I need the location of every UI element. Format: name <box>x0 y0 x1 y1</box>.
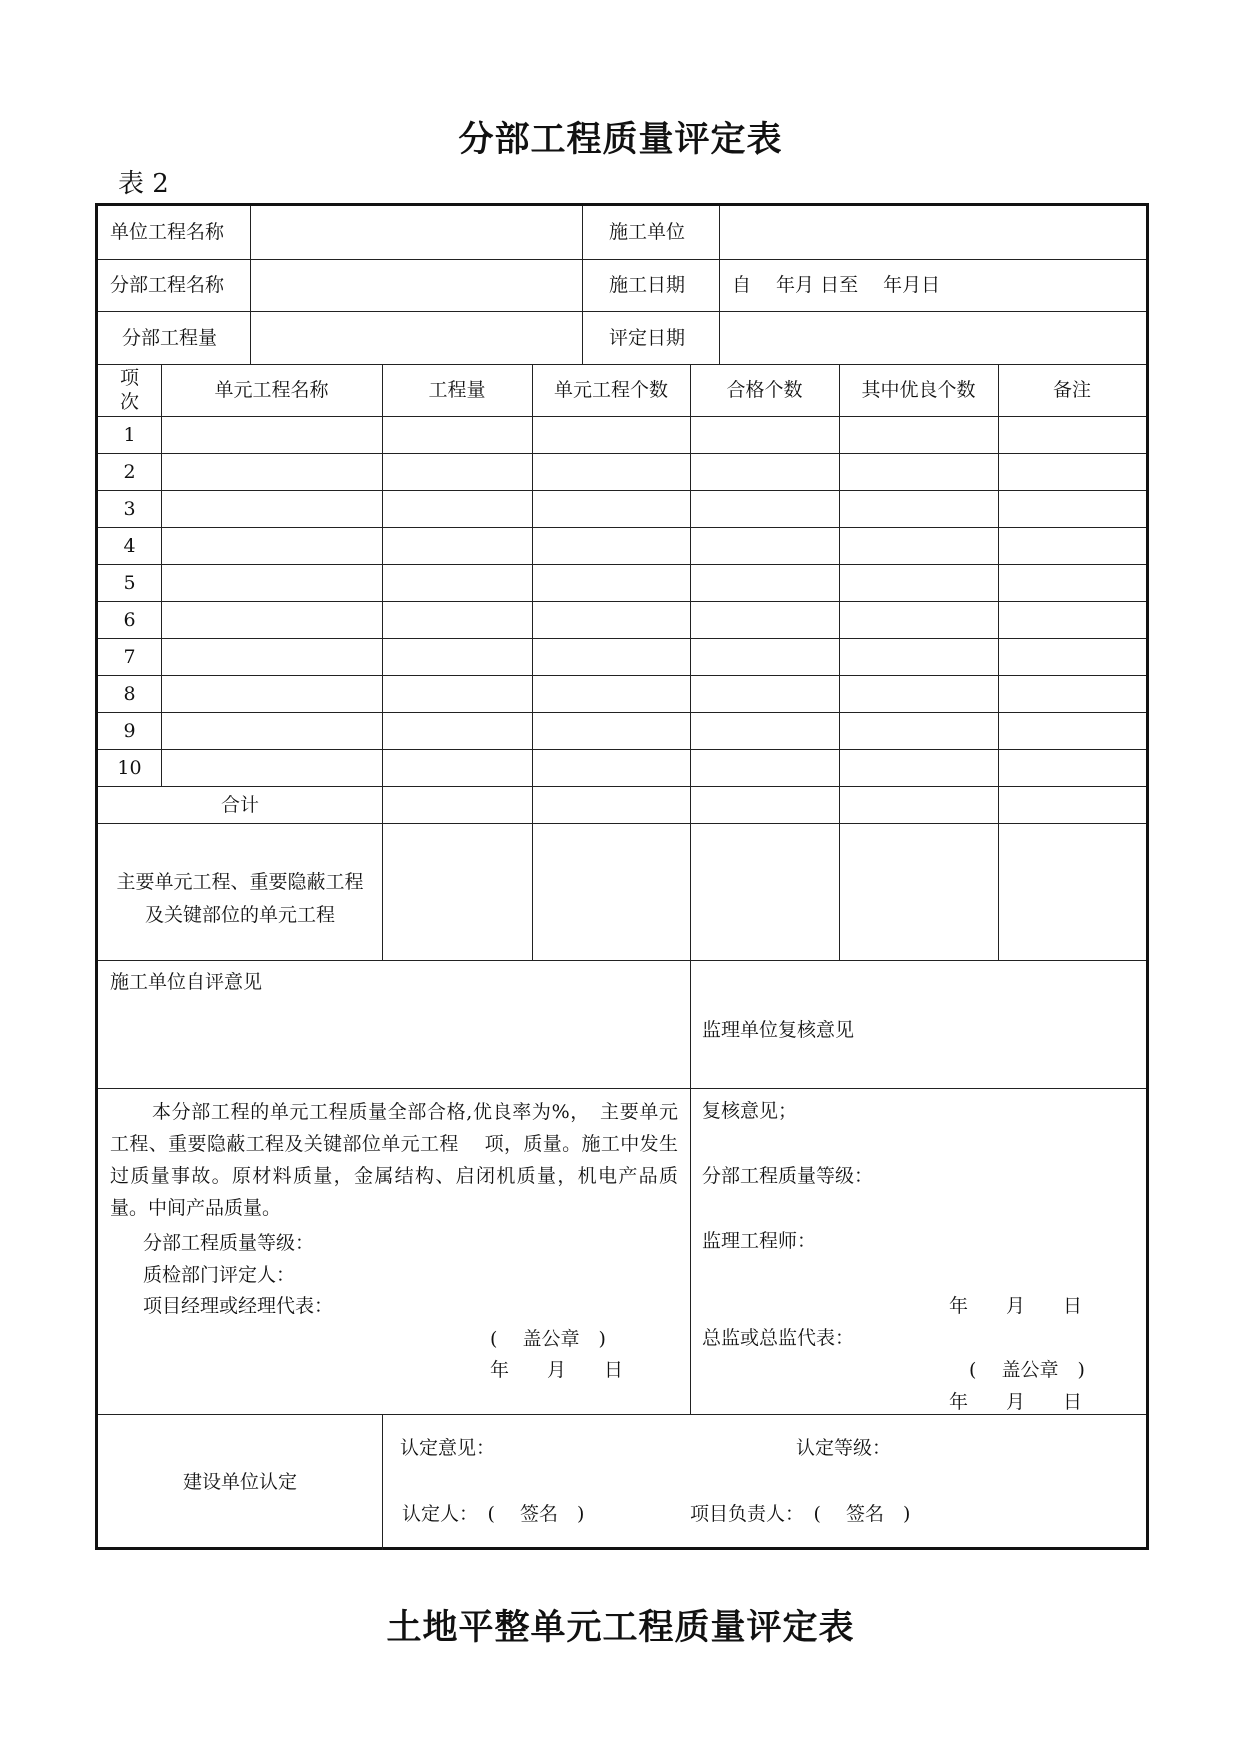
grid-line <box>582 206 583 364</box>
grid-line <box>719 206 720 364</box>
owner-label: 建设单位认定 <box>182 1471 297 1493</box>
self-eval-date: 年 月 日 <box>490 1359 624 1381</box>
owner-approver: 认定人： ( 签名 ) <box>402 1503 585 1525</box>
supervision-chief-label: 总监或总监代表： <box>702 1327 855 1349</box>
self-eval-manager-label: 项目经理或经理代表： <box>143 1295 334 1317</box>
table-number: 表 2 <box>118 169 169 199</box>
row-number: 2 <box>123 461 136 483</box>
evaluation-date-label: 评定日期 <box>609 327 686 349</box>
grid-line <box>98 786 1146 787</box>
grid-line <box>161 364 162 786</box>
self-eval-inspector-label: 质检部门评定人： <box>143 1264 296 1286</box>
grid-line <box>98 1414 1146 1415</box>
column-header-index <box>98 366 161 414</box>
supervision-engineer-date: 年 月 日 <box>949 1295 1083 1317</box>
row-number: 8 <box>123 683 136 705</box>
supervision-grade-label: 分部工程质量等级： <box>702 1165 874 1187</box>
supervision-engineer-label: 监理工程师： <box>702 1230 817 1252</box>
grid-line <box>382 364 383 960</box>
grid-line <box>382 1414 383 1550</box>
grid-line <box>839 364 840 960</box>
self-eval-grade-label: 分部工程质量等级： <box>143 1232 315 1254</box>
row-number: 4 <box>123 535 136 557</box>
column-header-quantity: 工程量 <box>428 379 486 401</box>
page-title: 分部工程质量评定表 <box>458 119 783 160</box>
grid-line <box>98 564 1146 565</box>
construction-date-value: 自 年月 日至 年月日 <box>732 274 941 296</box>
key-units-label <box>98 866 382 932</box>
grid-line <box>98 453 1146 454</box>
grid-line <box>98 416 1146 417</box>
supervision-chief-date: 年 月 日 <box>949 1391 1083 1413</box>
owner-grade-label: 认定等级： <box>796 1437 892 1459</box>
grid-line <box>98 527 1146 528</box>
row-number: 7 <box>123 646 136 668</box>
sub-project-name-label: 分部工程名称 <box>110 274 225 296</box>
grid-line <box>98 364 1146 365</box>
grid-line <box>98 960 1146 961</box>
construction-unit-label: 施工单位 <box>609 221 686 243</box>
grid-line <box>250 206 251 364</box>
grid-line <box>98 638 1146 639</box>
grid-line <box>532 364 533 960</box>
grid-line <box>98 823 1146 824</box>
grid-line <box>998 364 999 960</box>
column-header-unit-name: 单元工程名称 <box>214 379 329 401</box>
grid-line <box>98 712 1146 713</box>
row-number: 6 <box>123 609 136 631</box>
next-form-title: 土地平整单元工程质量评定表 <box>386 1608 855 1648</box>
column-header-qualified-count: 合格个数 <box>726 379 803 401</box>
grid-line <box>98 675 1146 676</box>
self-eval-label: 施工单位自评意见 <box>110 971 263 993</box>
sub-project-quantity-label: 分部工程量 <box>122 327 218 349</box>
grid-line <box>690 364 691 1414</box>
key-units-label-line2: 及关键部位的单元工程 <box>144 904 335 926</box>
supervision-review-label: 复核意见； <box>702 1100 798 1122</box>
column-header-index-line2: 次 <box>119 391 139 413</box>
owner-project-leader: 项目负责人： ( 签名 ) <box>690 1503 911 1525</box>
grid-line <box>98 1088 1146 1089</box>
row-number: 5 <box>123 572 136 594</box>
grid-line <box>98 490 1146 491</box>
evaluation-form <box>95 203 1149 1550</box>
unit-project-name-label: 单位工程名称 <box>110 221 225 243</box>
owner-opinion-label: 认定意见： <box>400 1437 496 1459</box>
column-header-excellent-count: 其中优良个数 <box>861 379 976 401</box>
column-header-index-line1: 项 <box>119 367 139 389</box>
key-units-label-line1: 主要单元工程、重要隐蔽工程 <box>116 871 364 893</box>
grid-line <box>98 311 1146 312</box>
self-eval-paragraph: 本分部工程的单元工程质量全部合格,优良率为%， 主要单元工程、重要隐蔽工程及关键部位单元工程 项，质量。施工中发生过质量事故。原材料质量，金属结构、启闭机质量，机电产品质量。中间产品质量。 <box>110 1101 678 1219</box>
total-label: 合计 <box>220 794 259 816</box>
grid-line <box>98 749 1146 750</box>
supervision-label: 监理单位复核意见 <box>702 1019 855 1041</box>
row-number: 3 <box>123 498 136 520</box>
row-number: 9 <box>123 720 136 742</box>
column-header-unit-count: 单元工程个数 <box>553 379 668 401</box>
row-number: 10 <box>117 757 142 779</box>
self-eval-seal: ( 盖公章 ) <box>490 1328 606 1350</box>
supervision-seal: ( 盖公章 ) <box>969 1359 1085 1381</box>
grid-line <box>98 601 1146 602</box>
construction-date-label: 施工日期 <box>609 274 686 296</box>
row-number: 1 <box>123 424 136 446</box>
column-header-remarks: 备注 <box>1052 379 1091 401</box>
grid-line <box>98 259 1146 260</box>
